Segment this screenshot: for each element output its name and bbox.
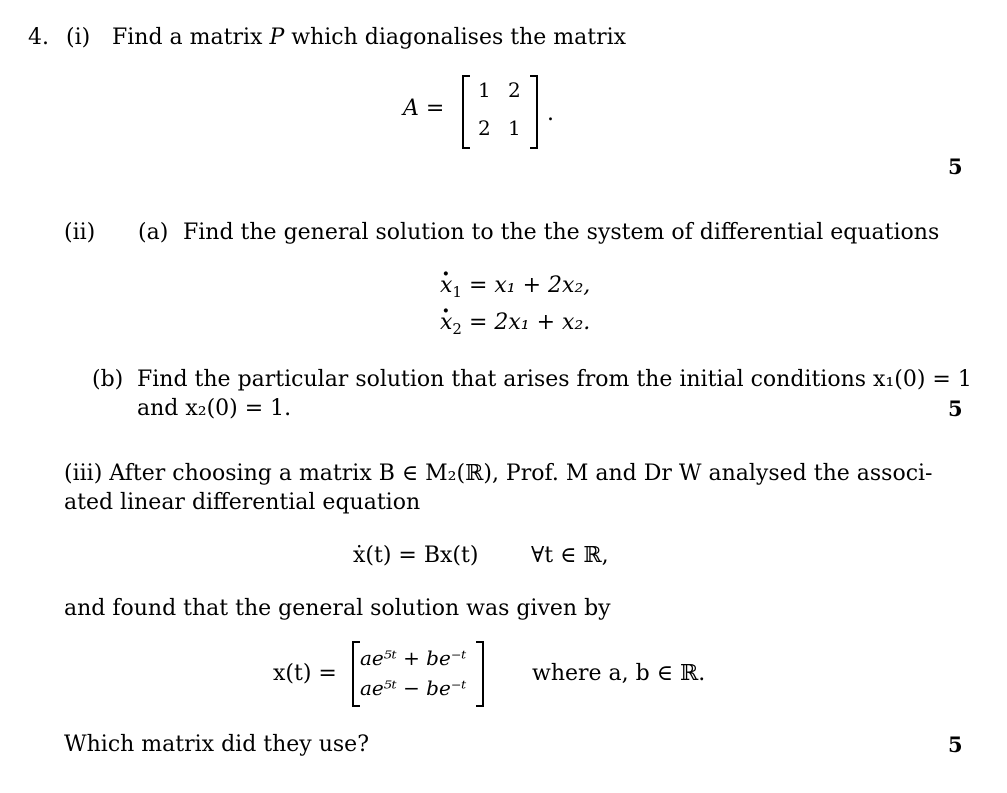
- solution-row-1: ae⁵ᵗ + be⁻ᵗ: [360, 646, 467, 670]
- solution-left-bracket: [352, 641, 360, 707]
- part-iii-text-line2: ated linear differential equation: [64, 490, 421, 515]
- part-ii-a-text: Find the general solution to the the system of differential equations: [183, 220, 940, 245]
- matrix-a-period: .: [547, 101, 554, 126]
- matrix-a-cell: 2: [508, 78, 521, 102]
- part-i-text: Find a matrix P which diagonalises the matrix: [112, 25, 627, 50]
- matrix-a-right-bracket: [530, 75, 538, 149]
- matrix-a-lhs: A =: [403, 96, 445, 121]
- solution-right-bracket: [476, 641, 484, 707]
- matrix-a-left-bracket: [462, 75, 470, 149]
- ode-forall: ∀t ∈ ℝ,: [531, 543, 609, 568]
- matrix-a-cell: 2: [478, 116, 491, 140]
- solution-row-2: ae⁵ᵗ − be⁻ᵗ: [360, 676, 467, 700]
- part-ii-b-text-line2: and x₂(0) = 1.: [137, 396, 292, 421]
- part-iii-text-line3: and found that the general solution was given by: [64, 596, 611, 621]
- part-ii-label: (ii): [64, 220, 96, 245]
- mark-part-i: 5: [948, 154, 963, 179]
- ode-equation: ẋ(t) = Bx(t): [353, 543, 479, 568]
- part-ii-b-text-line1: Find the particular solution that arises from the initial conditions x₁(0) = 1: [137, 367, 972, 392]
- solution-where: where a, b ∈ ℝ.: [532, 661, 706, 686]
- part-iii-text-line1: (iii) After choosing a matrix B ∈ M₂(ℝ), Prof. M and Dr W analysed the associ-: [64, 461, 933, 486]
- mark-part-iii: 5: [948, 732, 963, 757]
- mark-part-ii: 5: [948, 396, 963, 421]
- part-i-label: (i): [66, 25, 91, 50]
- equation-1: · $x_1 = x_1 + 2x_2$,: [440, 275, 590, 300]
- solution-lhs: x(t) =: [273, 661, 337, 686]
- equation-2: · $x_2 = 2x_1 + x_2$.: [440, 312, 590, 337]
- matrix-a-cell: 1: [478, 78, 491, 102]
- question-number: 4.: [28, 25, 49, 50]
- part-ii-a-label: (a): [138, 220, 169, 245]
- matrix-a-cell: 1: [508, 116, 521, 140]
- part-ii-b-label: (b): [92, 367, 124, 392]
- part-iii-question: Which matrix did they use?: [64, 732, 369, 757]
